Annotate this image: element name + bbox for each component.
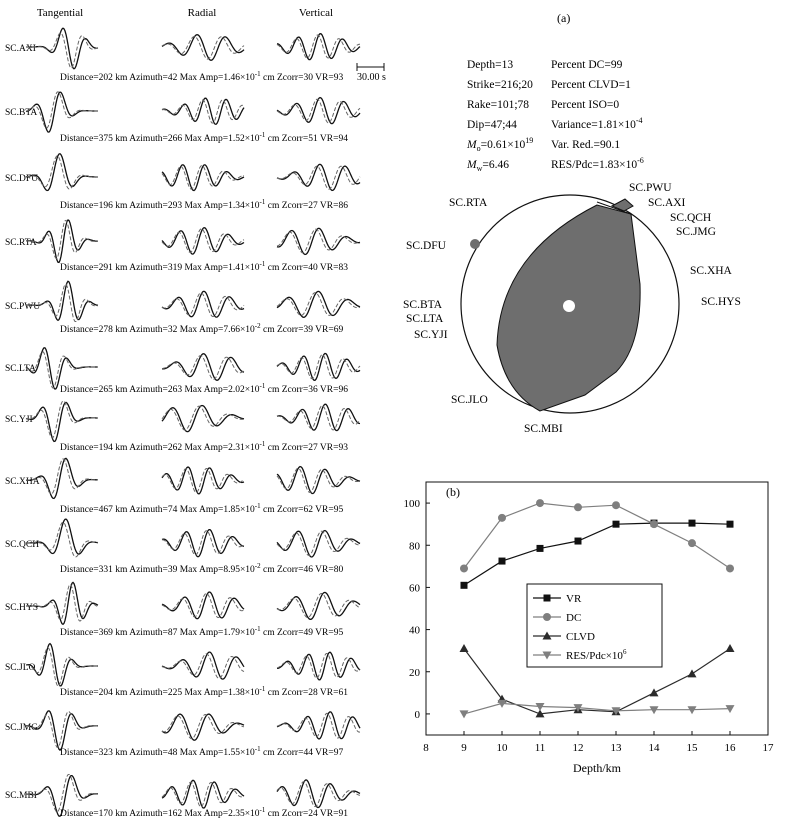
legend-label: VR [566, 593, 582, 605]
x-tick-label: 13 [610, 742, 622, 754]
station-label-lta: SC.LTA [406, 313, 444, 325]
synthetic-waveform [277, 653, 360, 678]
waveform-row [5, 458, 360, 515]
synthetic-waveform [277, 782, 360, 807]
data-point [613, 521, 620, 528]
station-name: SC.MBI [5, 791, 37, 801]
data-point [461, 582, 468, 589]
data-point [612, 501, 620, 509]
data-point [727, 521, 734, 528]
synthetic-waveform [162, 166, 244, 190]
data-point [650, 688, 659, 696]
station-name: SC.AXI [5, 44, 36, 54]
legend-label: DC [566, 612, 582, 624]
station-label-axi: SC.AXI [648, 197, 686, 209]
x-tick-label: 10 [496, 742, 508, 754]
waveform-row [5, 154, 360, 211]
t-axis-marker [563, 300, 575, 312]
waveform-caption: Distance=196 km Azimuth=293 Max $Amp=1.34\times 10^{-1}$ cm Zcorr=27 VR=86 [60, 198, 348, 211]
time-scale-bar [357, 63, 386, 83]
param-percent-iso: Percent ISO=0 [551, 99, 620, 111]
param-percent-dc: Percent DC=99 [551, 59, 623, 71]
waveform-caption: Distance=204 km Azimuth=225 Max $Amp=1.38\times 10^{-1}$ cm Zcorr=28 VR=61 [60, 685, 348, 698]
param-percent-clvd: Percent CLVD=1 [551, 79, 631, 91]
param-variance: $Variance=1.81\times 10^{-4}$ [551, 116, 643, 131]
legend-marker [543, 613, 551, 621]
waveform-caption: Distance=278 km Azimuth=32 Max $Amp=7.66\times 10^{-2}$ cm Zcorr=39 VR=69 [60, 322, 344, 335]
station-label-hys: SC.HYS [701, 296, 741, 308]
synthetic-waveform [162, 531, 244, 555]
synthetic-waveform [277, 355, 360, 379]
synthetic-waveform [26, 33, 98, 68]
column-header-radial: Radial [187, 7, 217, 19]
data-point [460, 564, 468, 572]
param-magnitude: $M_w=6.46$ [467, 159, 509, 173]
x-tick-label: 9 [461, 742, 467, 754]
observed-waveform [162, 228, 244, 254]
observed-waveform [26, 220, 98, 262]
waveform-caption: Distance=375 km Azimuth=266 Max $Amp=1.52\times 10^{-1}$ cm Zcorr=51 VR=94 [60, 131, 348, 144]
data-point [688, 539, 696, 547]
waveform-row [5, 711, 360, 758]
waveform-row [5, 401, 360, 453]
y-tick-label: 40 [409, 624, 420, 637]
synthetic-waveform [26, 401, 98, 438]
station-label-yji: SC.YJI [414, 329, 448, 341]
station-name: SC.BTA [5, 108, 38, 118]
station-label-qch: SC.QCH [670, 212, 712, 224]
synthetic-waveform [162, 356, 244, 380]
data-point [536, 499, 544, 507]
x-tick-label: 16 [724, 742, 736, 754]
station-label-rta: SC.RTA [449, 197, 488, 209]
data-point [689, 520, 696, 527]
legend-label: RES/$Pdc\times 10^6$ [566, 648, 627, 662]
synthetic-waveform [162, 469, 244, 493]
observed-waveform [277, 98, 360, 124]
x-tick-label: 8 [423, 742, 429, 754]
observed-waveform [162, 592, 244, 619]
observed-waveform [162, 467, 244, 494]
x-tick-label: 14 [648, 742, 660, 754]
station-label-bta: SC.BTA [403, 299, 443, 311]
station-label-mbi: SC.MBI [524, 423, 563, 435]
station-label-dfu: SC.DFU [406, 240, 446, 252]
station-name: SC.QCH [5, 540, 40, 550]
synthetic-waveform [277, 293, 360, 316]
station-label-pwu: SC.PWU [629, 182, 672, 194]
station-label-jlo: SC.JLO [451, 394, 488, 406]
station-name: SC.HYS [5, 603, 38, 613]
waveform-caption: Distance=331 km Azimuth=39 Max $Amp=8.95\times 10^{-2}$ cm Zcorr=46 VR=80 [60, 562, 344, 575]
param-variance-reduction: Var. Red.=90.1 [551, 139, 621, 151]
waveform-row [5, 774, 360, 819]
x-tick-label: 12 [572, 742, 584, 754]
series-res-pdc [460, 700, 735, 719]
data-point [726, 564, 734, 572]
y-tick-label: 100 [403, 498, 420, 511]
waveform-row [5, 281, 360, 335]
y-tick-label: 0 [414, 708, 420, 721]
waveform-panel [5, 7, 386, 819]
column-header-tangential: Tangential [36, 7, 84, 19]
observed-waveform [277, 404, 360, 430]
observed-waveform [277, 354, 360, 381]
panel-b-label: (b) [446, 485, 460, 499]
synthetic-waveform [277, 229, 360, 253]
synthetic-waveform [26, 156, 98, 189]
waveform-caption: Distance=323 km Azimuth=48 Max $Amp=1.55\times 10^{-1}$ cm Zcorr=44 VR=97 [60, 745, 344, 758]
observed-waveform [26, 644, 98, 686]
station-name: SC.DFU [5, 174, 38, 184]
observed-waveform [162, 530, 244, 557]
focal-mechanism-panel [403, 11, 741, 435]
data-point [650, 520, 658, 528]
station-label-xha: SC.XHA [690, 265, 732, 277]
scale-bar-label: 30.00 s [357, 72, 386, 83]
station-name: SC.JLO [5, 663, 36, 673]
waveform-caption: Distance=170 km Azimuth=162 Max $Amp=2.35\times 10^{-1}$ cm Zcorr=24 VR=91 [60, 806, 348, 819]
param-res-pdc: RES/$Pdc=1.83\times 10^{-6}$ [551, 156, 644, 171]
y-tick-label: 20 [409, 666, 420, 679]
data-point [498, 514, 506, 522]
data-point [574, 503, 582, 511]
observed-waveform [162, 354, 244, 381]
observed-waveform [26, 348, 98, 389]
param-strike: Strike=216;20 [467, 79, 533, 91]
y-tick-label: 60 [409, 582, 420, 595]
waveform-row [5, 92, 360, 144]
observed-waveform [277, 164, 360, 190]
station-name: SC.JMG [5, 723, 38, 733]
synthetic-waveform [162, 293, 244, 317]
legend-marker [544, 595, 551, 602]
observed-waveform [26, 154, 98, 191]
chart-legend [527, 584, 662, 667]
y-tick-label: 80 [409, 540, 420, 553]
data-point [460, 710, 469, 718]
param-dip: Dip=47;44 [467, 119, 517, 131]
station-name: SC.YJI [5, 415, 33, 425]
observed-waveform [26, 281, 98, 320]
focal-sphere [461, 195, 679, 413]
observed-waveform [162, 165, 244, 191]
observed-waveform [277, 34, 360, 60]
synthetic-waveform [277, 166, 360, 189]
x-tick-label: 11 [534, 742, 546, 754]
data-point [575, 538, 582, 545]
column-header-vertical: Vertical [298, 7, 334, 19]
observed-waveform [162, 98, 244, 124]
waveform-row [5, 519, 360, 575]
station-name: SC.LTA [5, 364, 36, 374]
data-point [688, 669, 697, 677]
waveform-row [5, 644, 360, 698]
waveform-row [5, 220, 360, 273]
waveform-row [5, 348, 360, 395]
data-point [537, 545, 544, 552]
series-line [464, 523, 730, 585]
waveform-rows [5, 28, 360, 819]
observed-waveform [26, 458, 98, 498]
observed-waveform [277, 592, 360, 619]
synthetic-waveform [277, 99, 360, 123]
waveform-caption: Distance=369 km Azimuth=87 Max $Amp=1.79\times 10^{-1}$ cm Zcorr=49 VR=95 [60, 625, 344, 638]
station-name: SC.PWU [5, 302, 41, 312]
x-tick-label: 17 [762, 742, 774, 754]
station-name: SC.RTA [5, 238, 37, 248]
x-axis-title: Depth/km [573, 761, 621, 775]
observed-waveform [26, 402, 98, 441]
waveform-caption: Distance=467 km Azimuth=74 Max $Amp=1.85\times 10^{-1}$ cm Zcorr=62 VR=95 [60, 502, 344, 515]
source-parameters [466, 59, 644, 173]
waveform-row [5, 582, 360, 638]
waveform-row [5, 28, 360, 83]
param-rake: Rake=101;78 [467, 99, 530, 111]
station-name: SC.XHA [5, 477, 40, 487]
synthetic-waveform [162, 37, 244, 60]
observed-waveform [277, 467, 360, 494]
data-point [460, 644, 469, 652]
data-point [499, 558, 506, 565]
depth-chart-panel [404, 482, 775, 775]
waveform-caption: Distance=291 km Azimuth=319 Max $Amp=1.41\times 10^{-1}$ cm Zcorr=40 VR=83 [60, 260, 348, 273]
dfu-polarity-marker [470, 239, 480, 249]
x-tick-label: 15 [686, 742, 698, 754]
station-label-jmg: SC.JMG [676, 226, 716, 238]
synthetic-waveform [162, 782, 244, 807]
panel-a-label: (a) [557, 11, 571, 25]
series-vr [461, 520, 734, 589]
waveform-caption: Distance=194 km Azimuth=262 Max $Amp=2.31\times 10^{-1}$ cm Zcorr=27 VR=93 [60, 440, 348, 453]
data-point [726, 644, 735, 652]
param-depth: Depth=13 [467, 59, 514, 71]
param-moment: $M_o=0.61\times 10^{19}$ [467, 136, 534, 153]
legend-label: CLVD [566, 631, 595, 643]
observed-waveform [277, 780, 360, 808]
waveform-caption: Distance=265 km Azimuth=263 Max $Amp=2.02\times 10^{-1}$ cm Zcorr=36 VR=96 [60, 382, 348, 395]
synthetic-waveform [162, 406, 244, 430]
waveform-caption: Distance=202 km Azimuth=42 Max $Amp=1.46\times 10^{-1}$ cm Zcorr=30 VR=93 [60, 70, 344, 83]
